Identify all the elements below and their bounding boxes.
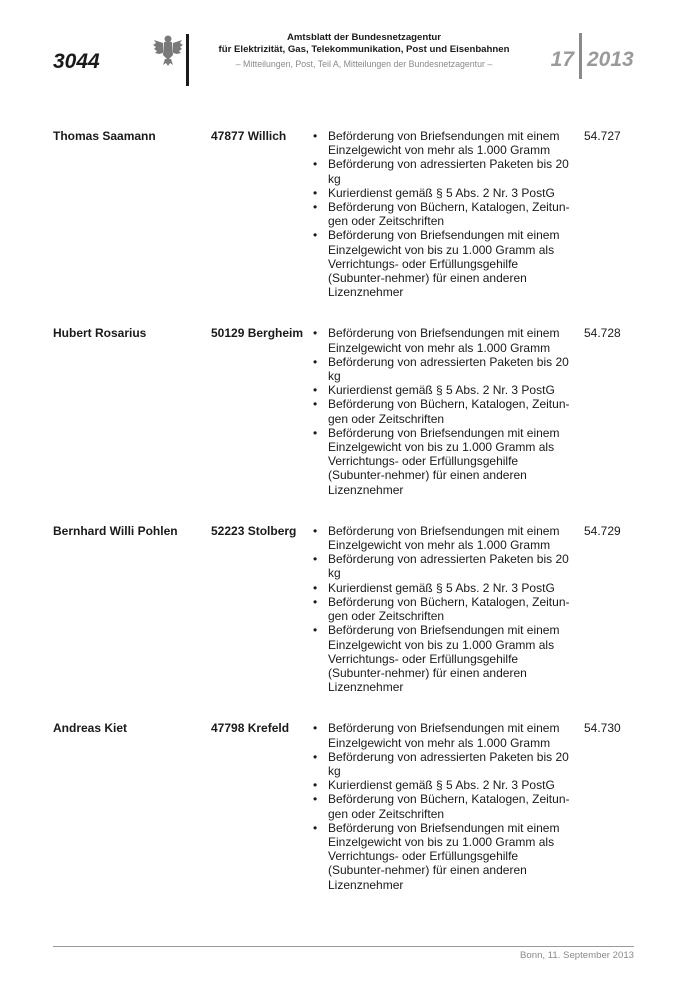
bullet-icon: • — [313, 185, 318, 200]
service-text: Beförderung von adressierten Paketen bis 20 kg — [328, 552, 569, 581]
licensee-entry — [53, 326, 643, 496]
licensee-city: 50129 Bergheim — [211, 326, 304, 341]
licensee-city: 47877 Willich — [211, 129, 287, 143]
service-text: Beförderung von Büchern, Katalogen, Zeitun-gen oder Zeitschriften — [328, 200, 570, 229]
service-item — [313, 623, 575, 694]
federal-eagle-icon — [153, 33, 183, 67]
service-text: Beförderung von Briefsendungen mit einem Einzelgewicht von bis zu 1.000 Gramm als Verrichtungs- oder Erfüllungsgehilfe (Subunter-nehmer) für einen anderen Lizenznehmer — [328, 228, 560, 300]
service-text: Beförderung von Briefsendungen mit einem Einzelgewicht von mehr als 1.000 Gramm — [328, 721, 560, 750]
issue-divider — [579, 33, 582, 79]
licensee-entry — [53, 721, 643, 891]
bullet-icon: • — [313, 580, 318, 595]
bullet-icon: • — [313, 129, 318, 143]
service-item — [313, 397, 575, 425]
licensee-name: Bernhard Willi Pohlen — [53, 523, 178, 538]
service-item — [313, 778, 575, 792]
bullet-icon: • — [313, 552, 318, 567]
service-item — [313, 157, 575, 185]
licensee-city: 52223 Stolberg — [211, 523, 297, 538]
licensee-name: Andreas Kiet — [53, 721, 128, 736]
service-list — [313, 326, 575, 496]
registration-number: 54.729 — [584, 523, 621, 538]
service-text: Kurierdienst gemäß § 5 Abs. 2 Nr. 3 PostG — [328, 778, 555, 793]
service-text: Beförderung von Briefsendungen mit einem Einzelgewicht von mehr als 1.000 Gramm — [328, 129, 560, 158]
service-text: Beförderung von Briefsendungen mit einem Einzelgewicht von bis zu 1.000 Gramm als Verrichtungs- oder Erfüllungsgehilfe (Subunter-nehmer) für einen anderen Lizenznehmer — [328, 623, 560, 695]
service-item — [313, 200, 575, 228]
bullet-icon: • — [313, 749, 318, 764]
service-item — [313, 355, 575, 383]
service-text: Beförderung von Büchern, Katalogen, Zeitun-gen oder Zeitschriften — [328, 594, 570, 624]
bullet-icon: • — [313, 523, 318, 538]
service-item — [313, 383, 575, 397]
issue-number: 17 — [550, 48, 574, 71]
registration-number: 54.728 — [584, 326, 621, 341]
bullet-icon: • — [313, 623, 318, 638]
licensee-entry — [53, 524, 643, 694]
bullet-icon: • — [313, 157, 318, 172]
gazette-title — [198, 32, 530, 56]
gazette-title-line2: für Elektrizität, Gas, Telekommunikation, Post und Eisenbahnen — [218, 44, 510, 55]
service-text: Beförderung von Briefsendungen mit einem Einzelgewicht von mehr als 1.000 Gramm — [328, 523, 560, 553]
licensee-city: 47798 Krefeld — [211, 721, 290, 736]
bullet-icon: • — [313, 425, 318, 440]
service-text: Beförderung von adressierten Paketen bis 20 kg — [328, 157, 569, 186]
service-item — [313, 792, 575, 820]
licensee-name: Thomas Saamann — [53, 129, 156, 143]
bullet-icon: • — [313, 383, 318, 398]
licensee-list — [53, 129, 643, 919]
service-item — [313, 426, 575, 497]
issue-year: 2013 — [587, 48, 634, 71]
service-text: Kurierdienst gemäß § 5 Abs. 2 Nr. 3 PostG — [328, 383, 555, 398]
service-text: Beförderung von Briefsendungen mit einem Einzelgewicht von bis zu 1.000 Gramm als Verrichtungs- oder Erfüllungsgehilfe (Subunter-nehmer) für einen anderen Lizenznehmer — [328, 820, 560, 892]
page-number: 3044 — [53, 50, 100, 73]
registration-number: 54.727 — [584, 129, 621, 143]
service-item — [313, 186, 575, 200]
service-text: Kurierdienst gemäß § 5 Abs. 2 Nr. 3 PostG — [328, 580, 555, 595]
bullet-icon: • — [313, 778, 318, 793]
service-item — [313, 552, 575, 580]
service-item — [313, 129, 575, 157]
bullet-icon: • — [313, 397, 318, 412]
service-item — [313, 721, 575, 749]
bullet-icon: • — [313, 326, 318, 341]
service-item — [313, 326, 575, 354]
bullet-icon: • — [313, 820, 318, 835]
bullet-icon: • — [313, 200, 318, 215]
footer-place-date: Bonn, 11. September 2013 — [520, 950, 634, 961]
service-text: Beförderung von Büchern, Katalogen, Zeitun-gen oder Zeitschriften — [328, 792, 570, 821]
service-text: Beförderung von Büchern, Katalogen, Zeitun-gen oder Zeitschriften — [328, 397, 570, 426]
header-divider — [186, 34, 189, 86]
service-text: Beförderung von adressierten Paketen bis 20 kg — [328, 354, 569, 384]
gazette-title-line1: Amtsblatt der Bundesnetzagentur — [286, 32, 442, 43]
service-item — [313, 821, 575, 892]
service-item — [313, 750, 575, 778]
service-list — [313, 129, 575, 299]
service-text: Beförderung von Briefsendungen mit einem Einzelgewicht von mehr als 1.000 Gramm — [328, 326, 560, 355]
service-text: Beförderung von Briefsendungen mit einem Einzelgewicht von bis zu 1.000 Gramm als Verrichtungs- oder Erfüllungsgehilfe (Subunter-nehmer) für einen anderen Lizenznehmer — [328, 425, 560, 497]
service-item — [313, 595, 575, 623]
bullet-icon: • — [313, 594, 318, 609]
service-list — [313, 721, 575, 891]
service-list — [313, 524, 575, 694]
licensee-name: Hubert Rosarius — [53, 326, 147, 341]
gazette-subtitle: – Mitteilungen, Post, Teil A, Mitteilungen der Bundesnetzagentur – — [235, 59, 493, 69]
service-item — [313, 228, 575, 299]
service-item — [313, 581, 575, 595]
service-text: Kurierdienst gemäß § 5 Abs. 2 Nr. 3 PostG — [328, 185, 555, 200]
licensee-entry — [53, 129, 643, 299]
footer-divider — [53, 946, 634, 947]
service-item — [313, 524, 575, 552]
bullet-icon: • — [313, 721, 318, 736]
bullet-icon: • — [313, 354, 318, 369]
bullet-icon: • — [313, 792, 318, 807]
service-text: Beförderung von adressierten Paketen bis 20 kg — [328, 749, 569, 778]
registration-number: 54.730 — [584, 721, 621, 736]
bullet-icon: • — [313, 228, 318, 243]
